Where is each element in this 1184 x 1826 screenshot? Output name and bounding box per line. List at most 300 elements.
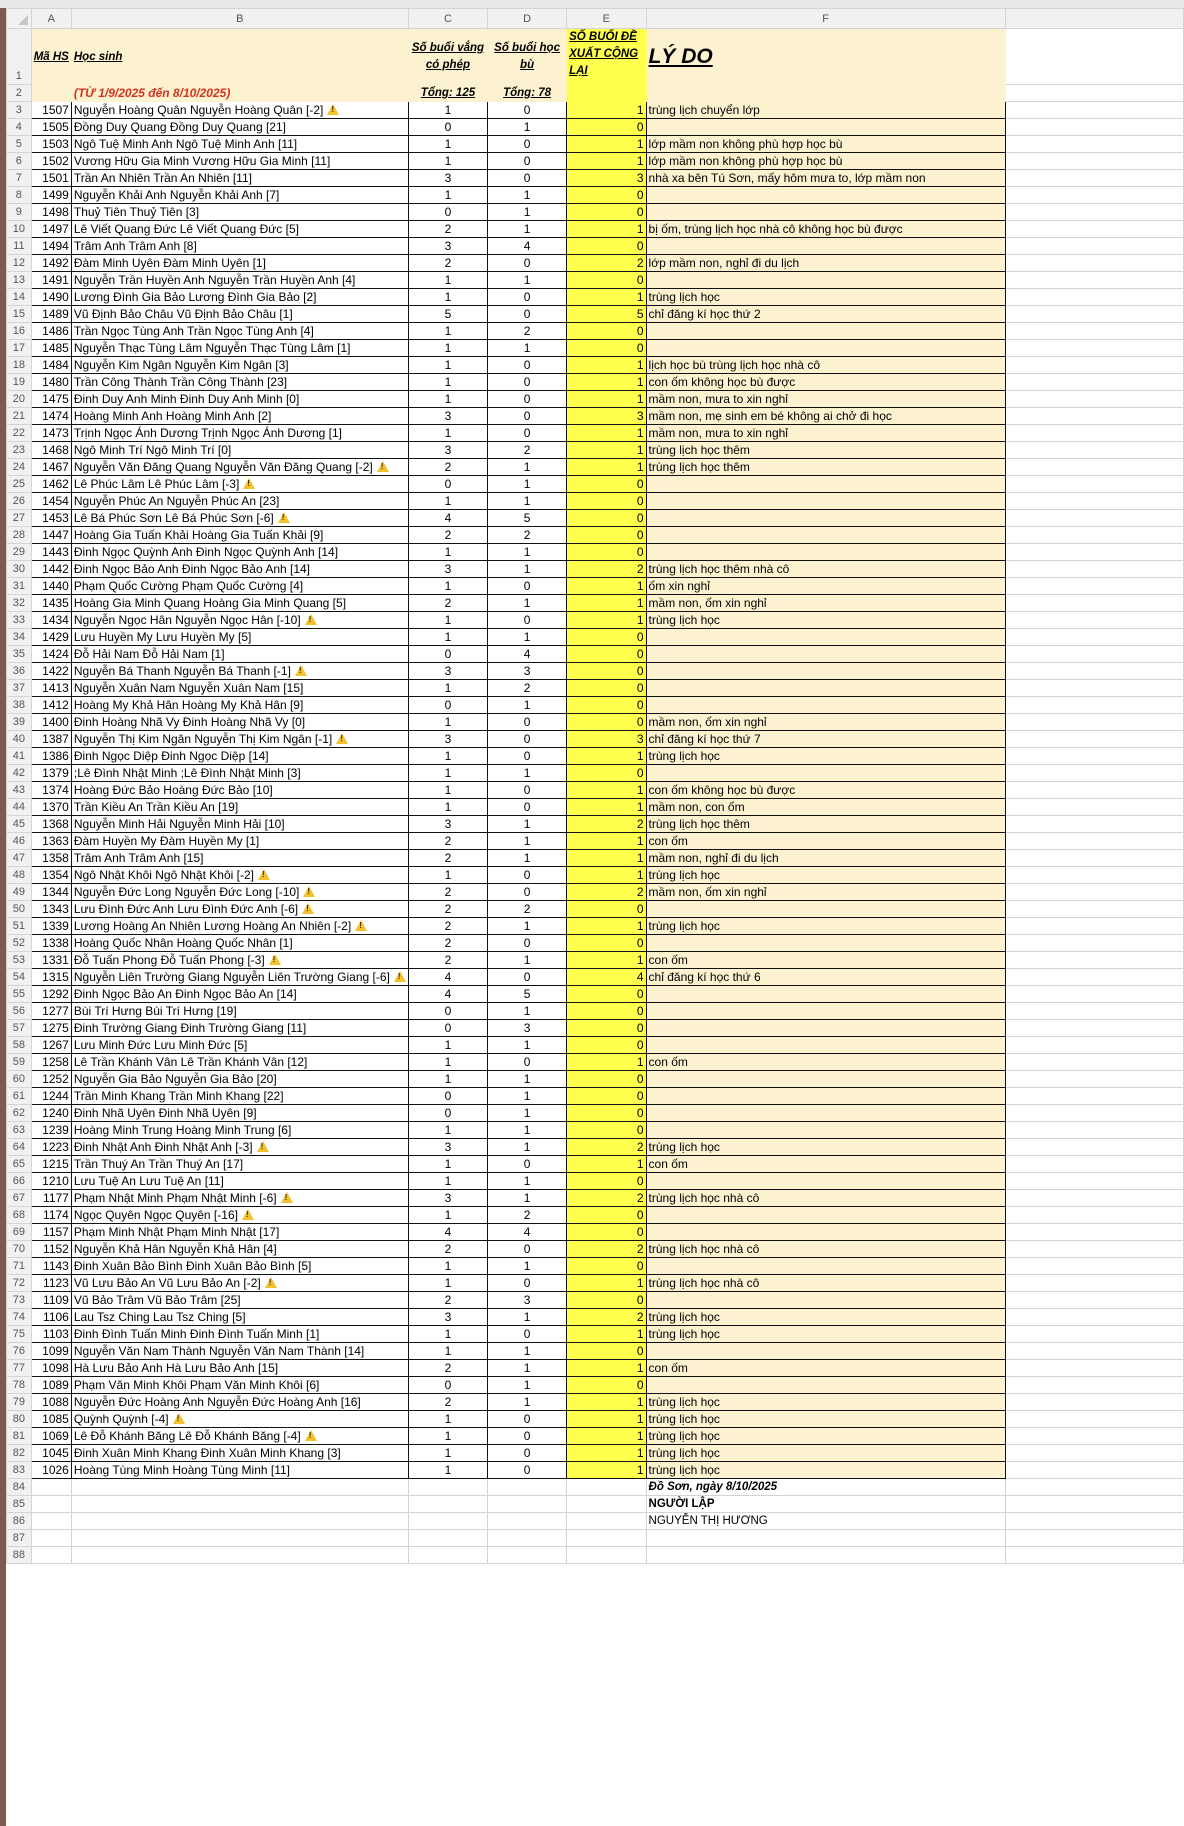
reason-cell[interactable]: trùng lịch học <box>646 1445 1005 1462</box>
makeup-sessions-cell[interactable]: 3 <box>488 1292 567 1309</box>
proposed-sessions-cell[interactable]: 0 <box>567 1105 646 1122</box>
reason-cell[interactable] <box>646 527 1005 544</box>
absent-with-permission-cell[interactable]: 1 <box>408 748 487 765</box>
proposed-sessions-cell[interactable]: 3 <box>567 408 646 425</box>
row-number[interactable]: 70 <box>7 1241 32 1258</box>
proposed-sessions-cell[interactable]: 0 <box>567 1088 646 1105</box>
student-id-cell[interactable]: 1502 <box>31 153 71 170</box>
reason-cell[interactable]: con ốm <box>646 952 1005 969</box>
makeup-sessions-cell[interactable]: 0 <box>488 1445 567 1462</box>
student-id-cell[interactable]: 1497 <box>31 221 71 238</box>
makeup-sessions-cell[interactable]: 3 <box>488 1020 567 1037</box>
reason-cell[interactable] <box>646 1173 1005 1190</box>
absent-with-permission-cell[interactable]: 3 <box>408 731 487 748</box>
student-id-cell[interactable]: 1486 <box>31 323 71 340</box>
absent-with-permission-cell[interactable]: 3 <box>408 663 487 680</box>
student-name-cell[interactable] <box>71 459 408 476</box>
proposed-sessions-cell[interactable]: 4 <box>567 969 646 986</box>
reason-cell[interactable] <box>646 1343 1005 1360</box>
student-name-cell[interactable] <box>71 1071 408 1088</box>
proposed-sessions-cell[interactable]: 1 <box>567 425 646 442</box>
makeup-sessions-cell[interactable]: 1 <box>488 119 567 136</box>
absent-with-permission-cell[interactable]: 2 <box>408 935 487 952</box>
row-number[interactable]: 53 <box>7 952 32 969</box>
student-name-cell[interactable] <box>71 1037 408 1054</box>
student-name-cell[interactable] <box>71 1156 408 1173</box>
student-name-cell[interactable] <box>71 425 408 442</box>
student-id-cell[interactable]: 1215 <box>31 1156 71 1173</box>
absent-with-permission-cell[interactable]: 2 <box>408 1394 487 1411</box>
absent-with-permission-cell[interactable]: 2 <box>408 459 487 476</box>
proposed-sessions-cell[interactable]: 0 <box>567 238 646 255</box>
makeup-sessions-cell[interactable]: 1 <box>488 272 567 289</box>
student-id-cell[interactable]: 1485 <box>31 340 71 357</box>
absent-with-permission-cell[interactable]: 1 <box>408 1326 487 1343</box>
makeup-sessions-cell[interactable]: 0 <box>488 1156 567 1173</box>
absent-with-permission-cell[interactable]: 2 <box>408 255 487 272</box>
reason-cell[interactable]: trùng lịch học <box>646 1462 1005 1479</box>
makeup-sessions-cell[interactable]: 5 <box>488 986 567 1003</box>
makeup-sessions-cell[interactable]: 1 <box>488 1037 567 1054</box>
proposed-sessions-cell[interactable]: 1 <box>567 1326 646 1343</box>
makeup-sessions-cell[interactable]: 0 <box>488 102 567 119</box>
student-name-cell[interactable] <box>71 1462 408 1479</box>
absent-with-permission-cell[interactable]: 2 <box>408 918 487 935</box>
makeup-sessions-cell[interactable]: 1 <box>488 918 567 935</box>
student-name-cell[interactable] <box>71 986 408 1003</box>
absent-with-permission-cell[interactable]: 1 <box>408 1428 487 1445</box>
absent-with-permission-cell[interactable]: 1 <box>408 1275 487 1292</box>
row-number[interactable]: 68 <box>7 1207 32 1224</box>
student-name-cell[interactable] <box>71 901 408 918</box>
proposed-sessions-cell[interactable]: 0 <box>567 901 646 918</box>
makeup-sessions-cell[interactable]: 0 <box>488 306 567 323</box>
student-id-cell[interactable]: 1442 <box>31 561 71 578</box>
makeup-sessions-cell[interactable]: 1 <box>488 1088 567 1105</box>
proposed-sessions-cell[interactable]: 0 <box>567 629 646 646</box>
proposed-sessions-cell[interactable]: 0 <box>567 510 646 527</box>
student-name-cell[interactable] <box>71 1343 408 1360</box>
row-number[interactable]: 85 <box>7 1496 32 1513</box>
student-name-cell[interactable] <box>71 255 408 272</box>
absent-with-permission-cell[interactable]: 0 <box>408 204 487 221</box>
student-name-cell[interactable] <box>71 782 408 799</box>
proposed-sessions-cell[interactable]: 0 <box>567 1207 646 1224</box>
reason-cell[interactable] <box>646 901 1005 918</box>
row-number[interactable]: 18 <box>7 357 32 374</box>
reason-cell[interactable] <box>646 238 1005 255</box>
makeup-sessions-cell[interactable]: 0 <box>488 612 567 629</box>
student-id-cell[interactable]: 1462 <box>31 476 71 493</box>
student-name-cell[interactable] <box>71 799 408 816</box>
absent-with-permission-cell[interactable]: 3 <box>408 561 487 578</box>
student-name-cell[interactable] <box>71 272 408 289</box>
student-id-cell[interactable]: 1109 <box>31 1292 71 1309</box>
student-name-cell[interactable] <box>71 765 408 782</box>
student-name-cell[interactable] <box>71 1309 408 1326</box>
absent-with-permission-cell[interactable]: 1 <box>408 1462 487 1479</box>
makeup-sessions-cell[interactable]: 0 <box>488 1326 567 1343</box>
absent-with-permission-cell[interactable]: 0 <box>408 1377 487 1394</box>
reason-cell[interactable] <box>646 544 1005 561</box>
row-number[interactable]: 66 <box>7 1173 32 1190</box>
student-name-cell[interactable] <box>71 136 408 153</box>
student-id-cell[interactable]: 1454 <box>31 493 71 510</box>
proposed-sessions-cell[interactable]: 1 <box>567 391 646 408</box>
row-number[interactable]: 73 <box>7 1292 32 1309</box>
reason-cell[interactable] <box>646 663 1005 680</box>
row-number[interactable]: 58 <box>7 1037 32 1054</box>
student-name-cell[interactable] <box>71 544 408 561</box>
absent-with-permission-cell[interactable]: 3 <box>408 238 487 255</box>
absent-with-permission-cell[interactable]: 1 <box>408 765 487 782</box>
reason-cell[interactable]: ốm xin nghỉ <box>646 578 1005 595</box>
makeup-sessions-cell[interactable]: 1 <box>488 1343 567 1360</box>
student-id-cell[interactable]: 1475 <box>31 391 71 408</box>
reason-cell[interactable] <box>646 1292 1005 1309</box>
row-number[interactable]: 2 <box>7 85 32 102</box>
absent-with-permission-cell[interactable]: 1 <box>408 714 487 731</box>
student-name-cell[interactable] <box>71 816 408 833</box>
absent-with-permission-cell[interactable]: 3 <box>408 442 487 459</box>
row-number[interactable]: 15 <box>7 306 32 323</box>
proposed-sessions-cell[interactable]: 1 <box>567 1275 646 1292</box>
reason-cell[interactable] <box>646 272 1005 289</box>
absent-with-permission-cell[interactable]: 3 <box>408 816 487 833</box>
absent-with-permission-cell[interactable]: 1 <box>408 1445 487 1462</box>
proposed-sessions-cell[interactable]: 0 <box>567 1343 646 1360</box>
student-id-cell[interactable]: 1467 <box>31 459 71 476</box>
absent-with-permission-cell[interactable]: 2 <box>408 850 487 867</box>
student-name-cell[interactable] <box>71 680 408 697</box>
proposed-sessions-cell[interactable]: 1 <box>567 221 646 238</box>
student-name-cell[interactable] <box>71 867 408 884</box>
reason-cell[interactable]: lớp mầm non, nghỉ đi du lịch <box>646 255 1005 272</box>
absent-with-permission-cell[interactable]: 1 <box>408 1122 487 1139</box>
column-header-e[interactable]: E <box>567 9 646 29</box>
proposed-sessions-cell[interactable]: 1 <box>567 1394 646 1411</box>
row-number[interactable]: 1 <box>7 29 32 85</box>
makeup-sessions-cell[interactable]: 0 <box>488 374 567 391</box>
student-id-cell[interactable]: 1331 <box>31 952 71 969</box>
reason-cell[interactable]: con ốm không học bù được <box>646 374 1005 391</box>
student-name-cell[interactable] <box>71 697 408 714</box>
row-number[interactable]: 30 <box>7 561 32 578</box>
absent-with-permission-cell[interactable]: 3 <box>408 1139 487 1156</box>
makeup-sessions-cell[interactable]: 1 <box>488 1105 567 1122</box>
reason-cell[interactable]: trùng lịch học <box>646 1326 1005 1343</box>
row-number[interactable]: 65 <box>7 1156 32 1173</box>
student-id-cell[interactable]: 1252 <box>31 1071 71 1088</box>
proposed-sessions-cell[interactable]: 1 <box>567 578 646 595</box>
header-vang-co-phep[interactable]: Số buổi vắng có phép <box>408 29 487 85</box>
row-number[interactable]: 55 <box>7 986 32 1003</box>
reason-cell[interactable]: chỉ đăng kí học thứ 7 <box>646 731 1005 748</box>
reason-cell[interactable]: trùng lịch học <box>646 1428 1005 1445</box>
makeup-sessions-cell[interactable]: 0 <box>488 255 567 272</box>
absent-with-permission-cell[interactable]: 1 <box>408 323 487 340</box>
student-id-cell[interactable]: 1379 <box>31 765 71 782</box>
student-id-cell[interactable]: 1344 <box>31 884 71 901</box>
signature-date[interactable]: Đồ Sơn, ngày 8/10/2025 <box>646 1479 1005 1496</box>
makeup-sessions-cell[interactable]: 0 <box>488 1428 567 1445</box>
reason-cell[interactable]: mầm non, mẹ sinh em bé không ai chở đi học <box>646 408 1005 425</box>
header-de-xuat-cong-lai[interactable]: SỐ BUỔI ĐỀ XUẤT CỘNG LẠI <box>567 29 646 85</box>
proposed-sessions-cell[interactable]: 1 <box>567 442 646 459</box>
row-number[interactable]: 69 <box>7 1224 32 1241</box>
proposed-sessions-cell[interactable]: 1 <box>567 799 646 816</box>
reason-cell[interactable] <box>646 629 1005 646</box>
student-name-cell[interactable] <box>71 1122 408 1139</box>
student-id-cell[interactable]: 1354 <box>31 867 71 884</box>
row-number[interactable]: 61 <box>7 1088 32 1105</box>
row-number[interactable]: 74 <box>7 1309 32 1326</box>
student-name-cell[interactable] <box>71 612 408 629</box>
makeup-sessions-cell[interactable]: 0 <box>488 1275 567 1292</box>
column-header-b[interactable]: B <box>71 9 408 29</box>
reason-cell[interactable] <box>646 476 1005 493</box>
header-ma-hs[interactable]: Mã HS <box>31 29 71 85</box>
row-number[interactable]: 77 <box>7 1360 32 1377</box>
proposed-sessions-cell[interactable]: 0 <box>567 680 646 697</box>
proposed-sessions-cell[interactable]: 0 <box>567 493 646 510</box>
row-number[interactable]: 9 <box>7 204 32 221</box>
proposed-sessions-cell[interactable]: 2 <box>567 884 646 901</box>
reason-cell[interactable] <box>646 340 1005 357</box>
absent-with-permission-cell[interactable]: 1 <box>408 374 487 391</box>
proposed-sessions-cell[interactable]: 0 <box>567 476 646 493</box>
student-id-cell[interactable]: 1106 <box>31 1309 71 1326</box>
absent-with-permission-cell[interactable]: 1 <box>408 153 487 170</box>
row-number[interactable]: 4 <box>7 119 32 136</box>
row-number[interactable]: 35 <box>7 646 32 663</box>
absent-with-permission-cell[interactable]: 2 <box>408 595 487 612</box>
student-name-cell[interactable] <box>71 510 408 527</box>
student-name-cell[interactable] <box>71 1445 408 1462</box>
makeup-sessions-cell[interactable]: 0 <box>488 1462 567 1479</box>
reason-cell[interactable]: chỉ đăng kí học thứ 2 <box>646 306 1005 323</box>
reason-cell[interactable] <box>646 765 1005 782</box>
makeup-sessions-cell[interactable]: 1 <box>488 187 567 204</box>
reason-cell[interactable]: con ốm không học bù được <box>646 782 1005 799</box>
row-number[interactable]: 56 <box>7 1003 32 1020</box>
reason-cell[interactable] <box>646 986 1005 1003</box>
student-name-cell[interactable] <box>71 289 408 306</box>
student-id-cell[interactable]: 1387 <box>31 731 71 748</box>
student-id-cell[interactable]: 1152 <box>31 1241 71 1258</box>
student-id-cell[interactable]: 1507 <box>31 102 71 119</box>
makeup-sessions-cell[interactable]: 0 <box>488 1054 567 1071</box>
student-id-cell[interactable]: 1338 <box>31 935 71 952</box>
makeup-sessions-cell[interactable]: 0 <box>488 357 567 374</box>
student-name-cell[interactable] <box>71 493 408 510</box>
student-id-cell[interactable]: 1045 <box>31 1445 71 1462</box>
proposed-sessions-cell[interactable]: 1 <box>567 1054 646 1071</box>
row-number[interactable]: 22 <box>7 425 32 442</box>
reason-cell[interactable]: trùng lịch học <box>646 918 1005 935</box>
student-id-cell[interactable]: 1089 <box>31 1377 71 1394</box>
makeup-sessions-cell[interactable]: 1 <box>488 561 567 578</box>
student-name-cell[interactable] <box>71 187 408 204</box>
row-number[interactable]: 43 <box>7 782 32 799</box>
reason-cell[interactable]: mầm non, ốm xin nghỉ <box>646 595 1005 612</box>
reason-cell[interactable]: trùng lịch học nhà cô <box>646 1190 1005 1207</box>
reason-cell[interactable]: bị ốm, trùng lịch học nhà cô không học bù được <box>646 221 1005 238</box>
absent-with-permission-cell[interactable]: 1 <box>408 544 487 561</box>
student-id-cell[interactable]: 1098 <box>31 1360 71 1377</box>
makeup-sessions-cell[interactable]: 4 <box>488 238 567 255</box>
row-number[interactable]: 84 <box>7 1479 32 1496</box>
proposed-sessions-cell[interactable]: 0 <box>567 765 646 782</box>
student-id-cell[interactable]: 1468 <box>31 442 71 459</box>
student-id-cell[interactable]: 1505 <box>31 119 71 136</box>
proposed-sessions-cell[interactable]: 1 <box>567 595 646 612</box>
student-name-cell[interactable] <box>71 629 408 646</box>
makeup-sessions-cell[interactable]: 1 <box>488 850 567 867</box>
reason-cell[interactable] <box>646 510 1005 527</box>
student-name-cell[interactable] <box>71 969 408 986</box>
reason-cell[interactable]: trùng lịch học <box>646 748 1005 765</box>
empty-cell[interactable] <box>646 1530 1005 1547</box>
signature-name[interactable]: NGUYỄN THỊ HƯƠNG <box>646 1513 1005 1530</box>
makeup-sessions-cell[interactable]: 0 <box>488 425 567 442</box>
student-id-cell[interactable]: 1292 <box>31 986 71 1003</box>
makeup-sessions-cell[interactable]: 0 <box>488 782 567 799</box>
makeup-sessions-cell[interactable]: 0 <box>488 867 567 884</box>
absent-with-permission-cell[interactable]: 0 <box>408 476 487 493</box>
student-id-cell[interactable]: 1447 <box>31 527 71 544</box>
absent-with-permission-cell[interactable]: 1 <box>408 493 487 510</box>
proposed-sessions-cell[interactable]: 1 <box>567 850 646 867</box>
reason-cell[interactable] <box>646 935 1005 952</box>
student-id-cell[interactable]: 1157 <box>31 1224 71 1241</box>
student-id-cell[interactable]: 1123 <box>31 1275 71 1292</box>
student-id-cell[interactable]: 1434 <box>31 612 71 629</box>
absent-with-permission-cell[interactable]: 3 <box>408 1190 487 1207</box>
row-number[interactable]: 5 <box>7 136 32 153</box>
row-number[interactable]: 21 <box>7 408 32 425</box>
proposed-sessions-cell[interactable]: 0 <box>567 935 646 952</box>
proposed-sessions-cell[interactable]: 1 <box>567 1360 646 1377</box>
absent-with-permission-cell[interactable]: 1 <box>408 1411 487 1428</box>
reason-cell[interactable] <box>646 646 1005 663</box>
proposed-sessions-cell[interactable]: 1 <box>567 459 646 476</box>
reason-cell[interactable] <box>646 323 1005 340</box>
proposed-sessions-cell[interactable]: 0 <box>567 663 646 680</box>
row-number[interactable]: 36 <box>7 663 32 680</box>
proposed-sessions-cell[interactable]: 0 <box>567 1224 646 1241</box>
proposed-sessions-cell[interactable]: 0 <box>567 1020 646 1037</box>
proposed-sessions-cell[interactable]: 0 <box>567 1377 646 1394</box>
student-name-cell[interactable] <box>71 1105 408 1122</box>
row-number[interactable]: 79 <box>7 1394 32 1411</box>
row-number[interactable]: 51 <box>7 918 32 935</box>
makeup-sessions-cell[interactable]: 0 <box>488 884 567 901</box>
absent-with-permission-cell[interactable]: 1 <box>408 187 487 204</box>
student-name-cell[interactable] <box>71 646 408 663</box>
makeup-sessions-cell[interactable]: 0 <box>488 391 567 408</box>
row-number[interactable]: 81 <box>7 1428 32 1445</box>
proposed-sessions-cell[interactable]: 1 <box>567 833 646 850</box>
absent-with-permission-cell[interactable]: 1 <box>408 799 487 816</box>
student-name-cell[interactable] <box>71 1292 408 1309</box>
student-name-cell[interactable] <box>71 119 408 136</box>
row-number[interactable]: 29 <box>7 544 32 561</box>
proposed-sessions-cell[interactable]: 1 <box>567 136 646 153</box>
reason-cell[interactable]: trùng lịch học nhà cô <box>646 1275 1005 1292</box>
student-id-cell[interactable]: 1275 <box>31 1020 71 1037</box>
absent-with-permission-cell[interactable]: 1 <box>408 1207 487 1224</box>
proposed-sessions-cell[interactable]: 2 <box>567 255 646 272</box>
makeup-sessions-cell[interactable]: 3 <box>488 663 567 680</box>
makeup-sessions-cell[interactable]: 0 <box>488 714 567 731</box>
reason-cell[interactable] <box>646 1003 1005 1020</box>
reason-cell[interactable]: trùng lịch học <box>646 612 1005 629</box>
proposed-sessions-cell[interactable]: 0 <box>567 1292 646 1309</box>
row-number[interactable]: 82 <box>7 1445 32 1462</box>
makeup-sessions-cell[interactable]: 0 <box>488 1241 567 1258</box>
makeup-sessions-cell[interactable]: 1 <box>488 765 567 782</box>
proposed-sessions-cell[interactable]: 1 <box>567 748 646 765</box>
proposed-sessions-cell[interactable]: 0 <box>567 527 646 544</box>
column-header-d[interactable]: D <box>488 9 567 29</box>
proposed-sessions-cell[interactable]: 2 <box>567 1139 646 1156</box>
student-name-cell[interactable] <box>71 1020 408 1037</box>
reason-cell[interactable]: con ốm <box>646 1360 1005 1377</box>
makeup-sessions-cell[interactable]: 2 <box>488 901 567 918</box>
absent-with-permission-cell[interactable]: 0 <box>408 646 487 663</box>
student-name-cell[interactable] <box>71 884 408 901</box>
makeup-sessions-cell[interactable]: 4 <box>488 1224 567 1241</box>
student-name-cell[interactable] <box>71 527 408 544</box>
reason-cell[interactable]: trùng lịch học <box>646 1139 1005 1156</box>
makeup-sessions-cell[interactable]: 0 <box>488 748 567 765</box>
student-name-cell[interactable] <box>71 935 408 952</box>
row-number[interactable]: 19 <box>7 374 32 391</box>
proposed-sessions-cell[interactable]: 2 <box>567 1190 646 1207</box>
row-number[interactable]: 47 <box>7 850 32 867</box>
makeup-sessions-cell[interactable]: 1 <box>488 1377 567 1394</box>
header-hoc-sinh[interactable]: Học sinh <box>71 29 408 85</box>
absent-with-permission-cell[interactable]: 2 <box>408 901 487 918</box>
makeup-sessions-cell[interactable]: 0 <box>488 289 567 306</box>
reason-cell[interactable]: mầm non, mưa to xin nghỉ <box>646 391 1005 408</box>
row-number[interactable]: 24 <box>7 459 32 476</box>
row-number[interactable]: 76 <box>7 1343 32 1360</box>
student-id-cell[interactable]: 1244 <box>31 1088 71 1105</box>
reason-cell[interactable] <box>646 119 1005 136</box>
reason-cell[interactable] <box>646 204 1005 221</box>
makeup-sessions-cell[interactable]: 0 <box>488 408 567 425</box>
student-name-cell[interactable] <box>71 1411 408 1428</box>
proposed-sessions-cell[interactable]: 1 <box>567 612 646 629</box>
absent-with-permission-cell[interactable]: 1 <box>408 391 487 408</box>
proposed-sessions-cell[interactable]: 0 <box>567 544 646 561</box>
proposed-sessions-cell[interactable]: 1 <box>567 918 646 935</box>
select-all-corner[interactable] <box>7 9 32 29</box>
makeup-sessions-cell[interactable]: 1 <box>488 629 567 646</box>
reason-cell[interactable] <box>646 697 1005 714</box>
student-id-cell[interactable]: 1473 <box>31 425 71 442</box>
absent-with-permission-cell[interactable]: 1 <box>408 289 487 306</box>
makeup-sessions-cell[interactable]: 0 <box>488 136 567 153</box>
student-id-cell[interactable]: 1358 <box>31 850 71 867</box>
reason-cell[interactable] <box>646 493 1005 510</box>
student-name-cell[interactable] <box>71 1428 408 1445</box>
row-number[interactable]: 26 <box>7 493 32 510</box>
header-total-makeup[interactable]: Tổng: 78 <box>488 85 567 102</box>
student-id-cell[interactable]: 1443 <box>31 544 71 561</box>
